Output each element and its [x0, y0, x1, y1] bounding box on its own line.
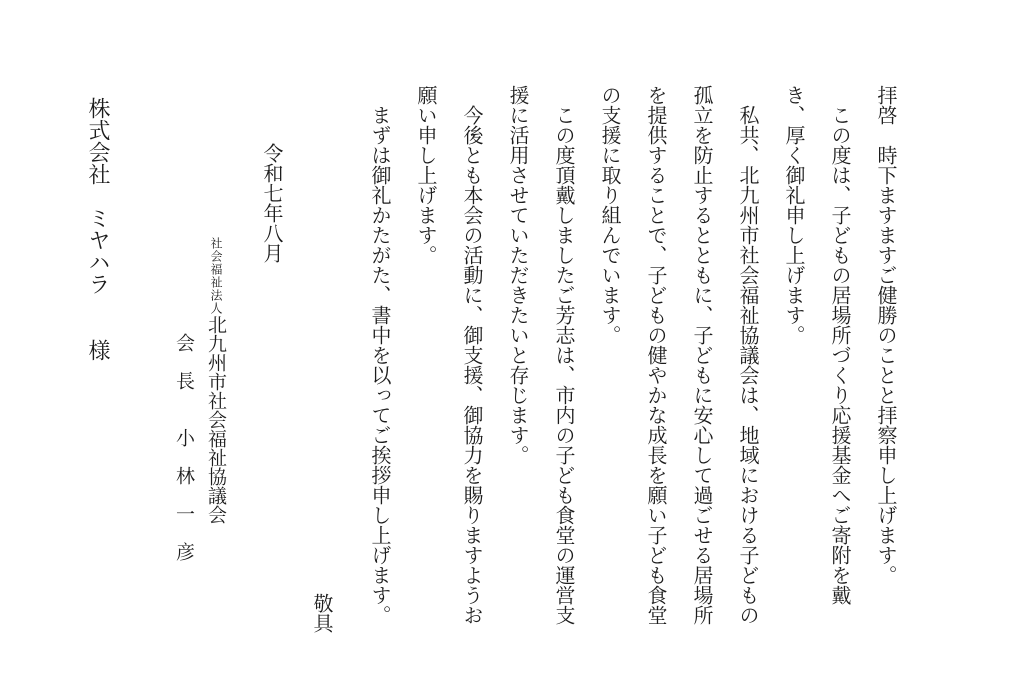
sender-organization — [198, 85, 234, 633]
letter-date: 令和七年八月 — [260, 143, 284, 263]
paragraph-activity-description: 私共、北九州市社会福祉協議会は、地域における子どもの孤立を防止するとともに、子どもに安心して過ごせる居場所を提供することで、子どもの健やかな成長を願い子ども食堂の支援に取り組んでいます。 — [598, 85, 760, 625]
paragraph-request-continued-support: 今後とも本会の活動に、御支援、御協力を賜りますようお願い申し上げます。 — [414, 85, 484, 625]
closing-word: 敬具 — [310, 593, 334, 633]
sender-organization-name: 北九州市社会福祉協議会 — [205, 315, 227, 524]
paragraph-use-of-donation: この度頂戴しましたご芳志は、市内の子ども食堂の運営支援に活用させていただきたいと存じます。 — [506, 85, 576, 625]
paragraph-written-greeting: まずは御礼かたがた、書中を以ってご挨拶申し上げます。 — [368, 85, 392, 625]
opening-paragraph: 拝啓 時下ますますご健勝のことと拝察申し上げます。 — [874, 85, 898, 585]
sender-corporate-type: 社会福祉法人 — [209, 237, 223, 315]
recipient-name: 株式会社 ミヤハラ 様 — [85, 97, 110, 361]
sender-title-and-name: 会 長 小 林 一 彦 — [173, 333, 195, 561]
paragraph-donation-thanks: この度は、子どもの居場所づくり応援基金へご寄附を戴き、厚く御礼申し上げます。 — [782, 85, 852, 605]
